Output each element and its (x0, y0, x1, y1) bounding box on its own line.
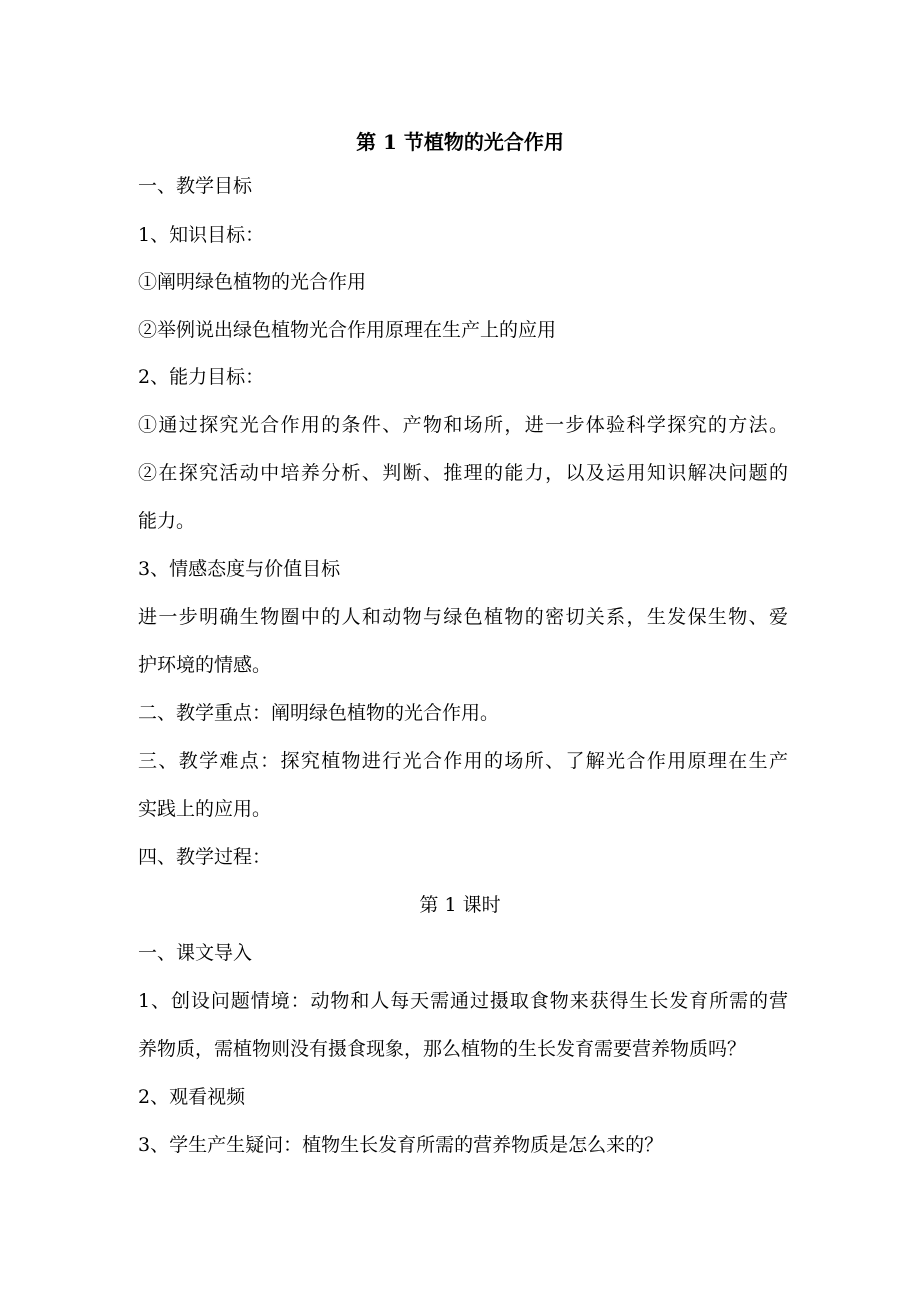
paragraph-line: ①通过探究光合作用的条件、产物和场所，进一步体验科学探究的方法。 (138, 414, 788, 436)
document-title: 第 1 节植物的光合作用 (356, 130, 564, 154)
paragraph-line: ②在探究活动中培养分析、判断、推理的能力，以及运用知识解决问题的 (138, 462, 788, 484)
ability-objective-heading: 2、能力目标： (138, 366, 265, 388)
paragraph-line: 进一步明确生物圈中的人和动物与绿色植物的密切关系，生发保生物、爱 (138, 606, 788, 628)
paragraph-line: 3、学生产生疑问：植物生长发育所需的营养物质是怎么来的？ (138, 1134, 664, 1156)
paragraph-line: 1、创设问题情境：动物和人每天需通过摄取食物来获得生长发育所需的营 (138, 990, 788, 1012)
section-heading-intro: 一、课文导入 (138, 942, 253, 964)
emotion-objective-heading: 3、情感态度与价值目标 (138, 558, 341, 580)
paragraph-line: 养物质，需植物则没有摄食现象，那么植物的生长发育需要营养物质吗？ (138, 1038, 747, 1060)
teaching-focus: 二、教学重点：阐明绿色植物的光合作用。 (138, 702, 500, 724)
paragraph-line: 护环境的情感。 (138, 654, 272, 676)
lesson-heading: 第 1 课时 (419, 894, 501, 916)
section-heading-objectives: 一、教学目标 (138, 175, 253, 197)
paragraph-line: ①阐明绿色植物的光合作用 (138, 271, 367, 293)
teaching-difficulty: 三、教学难点：探究植物进行光合作用的场所、了解光合作用原理在生产 (138, 750, 788, 772)
teaching-process-heading: 四、教学过程： (138, 846, 272, 868)
paragraph-line: 2、观看视频 (138, 1086, 246, 1108)
paragraph-line: ②举例说出绿色植物光合作用原理在生产上的应用 (138, 319, 557, 341)
paragraph-line: 实践上的应用。 (138, 798, 272, 820)
knowledge-objective-heading: 1、知识目标： (138, 224, 265, 246)
paragraph-line: 能力。 (138, 510, 196, 532)
